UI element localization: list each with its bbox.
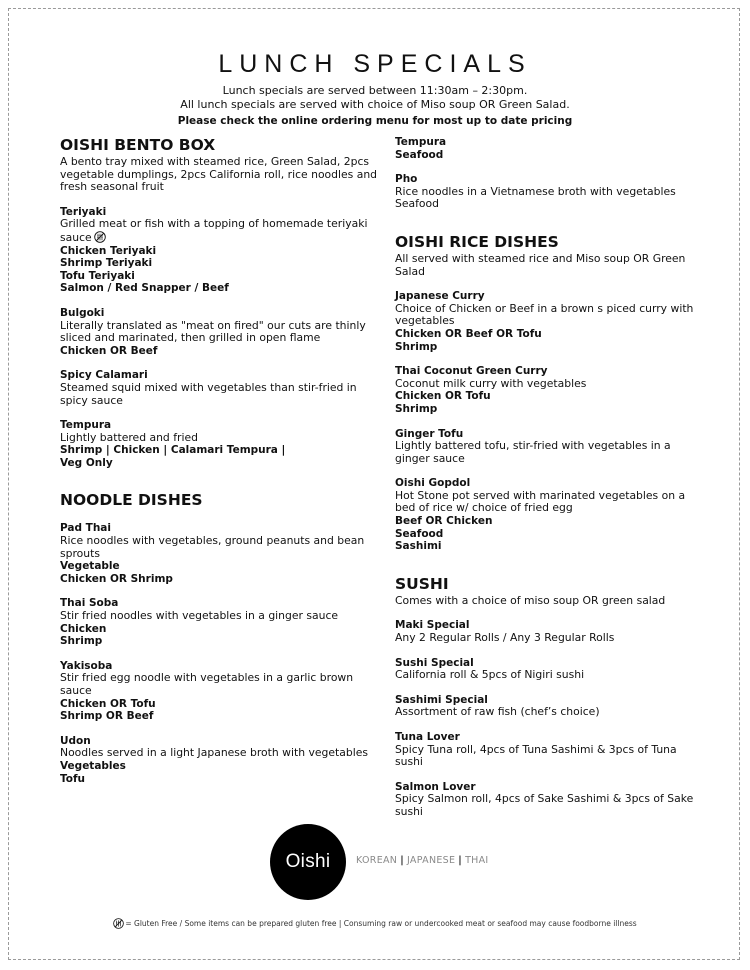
item-name: Teriyaki [60,205,107,218]
separator: | [458,855,463,866]
menu-item-oishi-gopdol [395,477,695,553]
item-name: Sushi Special [395,656,474,669]
footer-text: = Gluten Free / Some items can be prepared gluten free | Consuming raw or undercooked meat or seafood may cause foodborne illness [125,919,637,928]
item-option: Shrimp Teriyaki [60,257,153,270]
item-description: Grilled meat or fish with a topping of homemade teriyaki sauce [60,217,368,244]
menu-item-pad-thai [60,522,380,585]
item-option: Chicken Teriyaki [60,244,157,257]
item-option: Sashimi [395,540,442,553]
item-name: Salmon Lover [395,780,476,793]
lunch-hours: Lunch specials are served between 11:30am – 2:30pm. [222,84,528,97]
menu-item-bulgoki [60,307,380,357]
logo-circle [270,824,346,900]
item-option: Vegetables [60,759,126,772]
section-bento [60,136,380,469]
item-name: Udon [60,734,91,747]
gluten-free-icon [113,918,124,929]
item-description: Steamed squid mixed with vegetables than stir-fried in spicy sauce [60,380,357,407]
cuisine-tagline [356,855,489,866]
section-noodles [60,491,380,785]
item-name: Thai Coconut Green Curry [395,365,548,378]
item-description: Noodles served in a light Japanese broth with vegetables [60,746,369,760]
menu-item-sashimi-special [395,694,695,719]
section-title: OISHI RICE DISHES [395,232,559,251]
item-description: Stir fried egg noodle with vegetables in a garlic brown sauce [60,671,354,697]
item-option: Shrimp | Chicken | Calamari Tempura | [60,444,286,457]
item-description: Lightly battered tofu, stir-fried with vegetables in a ginger sauce [395,439,671,465]
item-name: Tuna Lover [395,731,460,743]
item-option: Salmon / Red Snapper / Beef [60,282,229,295]
item-description: Choice of Chicken or Beef in a brown s piced curry with vegetables [395,301,694,328]
cuisine-thai: THAI [465,855,489,866]
menu-item-udon [60,735,380,785]
item-option: Seafood [395,527,444,540]
left-column [60,136,380,785]
item-option: Beef OR Chicken [395,515,493,528]
udon-continued [395,136,695,161]
item-description: Any 2 Regular Rolls / Any 3 Regular Rolls [395,631,615,645]
item-option: Vegetable [60,560,120,573]
separator: | [400,855,404,866]
item-name: Pad Thai [60,522,111,535]
item-option: Chicken [60,622,107,635]
page-title: LUNCH SPECIALS [218,50,532,78]
item-option: Shrimp [60,635,103,648]
menu-item-yakisoba [60,660,380,723]
item-option: Tofu Teriyaki [60,269,135,282]
item-option: Shrimp [395,402,438,415]
item-description: Stir fried noodles with vegetables in a ginger sauce [60,609,339,623]
logo-text: Oishi [285,851,331,872]
item-description: California roll & 5pcs of Nigiri sushi [395,668,585,682]
item-option: Chicken OR Beef [60,344,158,357]
item-description: Assortment of raw fish (chef’s choice) [395,705,600,719]
footer-note [0,918,750,929]
item-name: Pho [395,173,418,186]
item-name: Spicy Calamari [60,369,148,382]
menu-item-tempura [60,419,380,469]
item-option: Chicken OR Tofu [60,697,156,710]
section-rice [395,233,695,553]
menu-item-tuna-lover [395,731,695,769]
item-name: Bulgoki [60,306,105,319]
item-description: Spicy Salmon roll, 4pcs of Sake Sashimi & 3pcs of Sake sushi [395,792,694,818]
item-description: Spicy Tuna roll, 4pcs of Tuna Sashimi & 3pcs of Tuna sushi [395,742,677,769]
right-column [395,136,695,819]
cuisine-japanese: JAPANESE [406,855,456,866]
item-name: Sashimi Special [395,693,488,706]
menu-item-green-curry [395,365,695,415]
page-header [0,50,750,128]
menu-item-spicy-calamari [60,369,380,407]
item-name: Maki Special [395,619,470,632]
item-name: Tempura [60,419,112,432]
cuisine-korean: KOREAN [356,855,398,866]
item-name: Japanese Curry [395,290,485,303]
item-description: Lightly battered and fried [60,430,198,444]
menu-item-sushi-special [395,657,695,682]
lunch-choice: All lunch specials are served with choice of Miso soup OR Green Salad. [180,98,570,111]
section-sushi [395,575,695,819]
item-name: Yakisoba [60,659,113,672]
item-option: Seafood [395,148,444,161]
item-option: Tempura [395,136,447,148]
item-description: Rice noodles in a Vietnamese broth with vegetables Seafood [395,184,676,211]
item-option: Chicken OR Tofu [395,390,491,403]
item-description: Rice noodles with vegetables, ground peanuts and bean sprouts [60,534,365,560]
menu-item-maki-special [395,619,695,644]
section-description: All served with steamed rice and Miso soup OR Green Salad [395,251,686,278]
section-description: A bento tray mixed with steamed rice, Green Salad, 2pcs vegetable dumplings, 2pcs California roll, rice noodles and fresh seasonal fruit [60,155,378,194]
item-option: Chicken OR Beef OR Tofu [395,327,542,340]
menu-item-salmon-lover [395,781,695,819]
item-description: Coconut milk curry with vegetables [395,376,587,390]
section-title: SUSHI [395,574,449,593]
item-option: Shrimp OR Beef [60,710,154,723]
item-name: Oishi Gopdol [395,477,471,490]
menu-item-teriyaki [60,206,380,295]
menu-item-ginger-tofu [395,428,695,466]
section-description: Comes with a choice of miso soup OR green salad [395,593,666,607]
gluten-free-icon [94,231,106,243]
item-name: Ginger Tofu [395,427,464,440]
item-option: Chicken OR Shrimp [60,572,173,585]
section-title: NOODLE DISHES [60,491,203,510]
menu-item-japanese-curry [395,290,695,353]
item-description: Literally translated as "meat on fired" our cuts are thinly sliced and marinated, then grilled in open flame [60,318,366,345]
item-name: Thai Soba [60,597,119,610]
menu-item-thai-soba [60,597,380,647]
menu-item-pho [395,173,695,211]
item-description: Hot Stone pot served with marinated vegetables on a bed of rice w/ choice of fried egg [395,488,686,515]
pricing-notice: Please check the online ordering menu for most up to date pricing [177,115,573,127]
item-option: Tofu [60,772,86,785]
item-option: Veg Only [60,456,113,469]
section-title: OISHI BENTO BOX [60,136,216,154]
item-option: Shrimp [395,340,438,353]
